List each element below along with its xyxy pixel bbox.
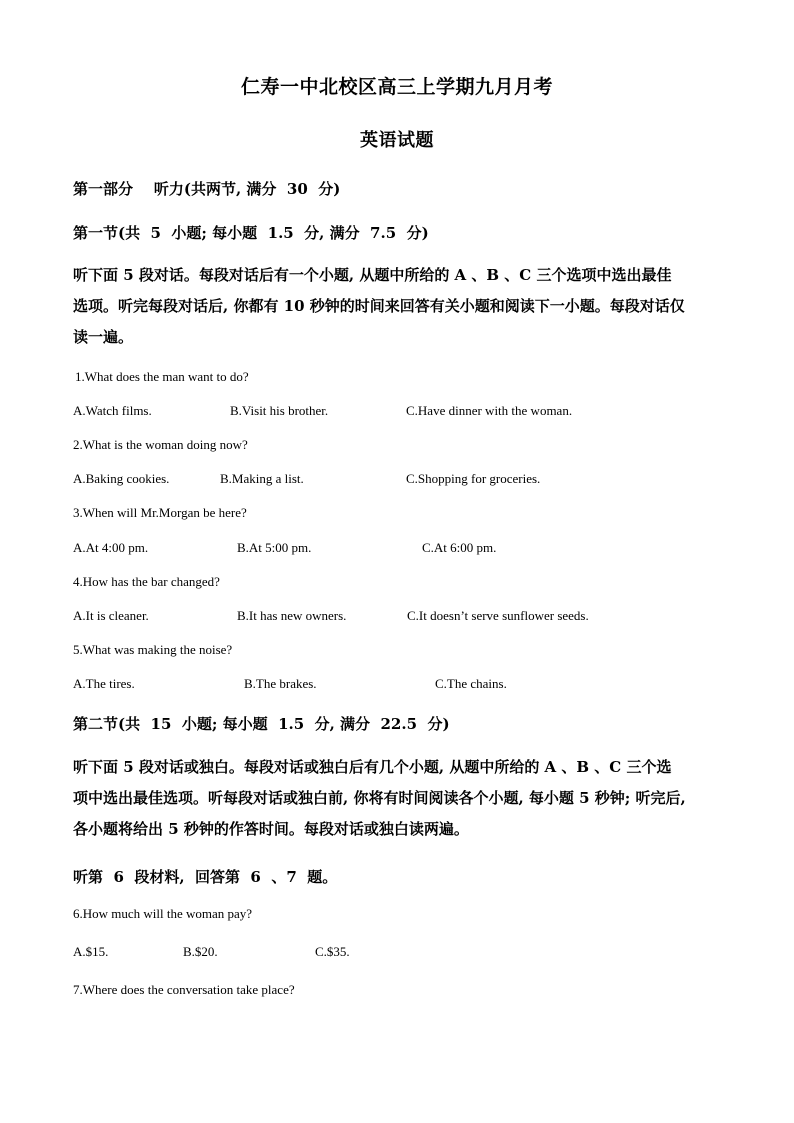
exam-title: 仁寿一中北校区高三上学期九月月考: [240, 76, 553, 98]
question-6-option-b: B.$20.: [183, 944, 218, 959]
section1-instructions: [73, 260, 723, 353]
question-4-option-b: B.It has new owners.: [237, 608, 347, 623]
question-7: 7.Where does the conversation take place?: [73, 982, 295, 997]
instruction-line: 读一遍。: [73, 328, 134, 346]
material6-heading: 听第 6 段材料, 回答第 6 、7 题。: [73, 868, 338, 886]
question-2-option-b: B.Making a list.: [220, 471, 304, 486]
question-6-option-c: C.$35.: [315, 944, 350, 959]
instruction-line: 听下面 5 段对话或独白。每段对话或独白后有几个小题, 从题中所给的 A 、B 、C 三个选: [73, 758, 672, 776]
question-6-option-a: A.$15.: [73, 944, 109, 959]
question-5-option-a: A.The tires.: [73, 676, 135, 691]
instruction-line: 选项。听完每段对话后, 你都有 10 秒钟的时间来回答有关小题和阅读下一小题。每段对话仅: [73, 297, 685, 315]
question-5-option-b: B.The brakes.: [244, 676, 317, 691]
question-4-option-a: A.It is cleaner.: [73, 608, 149, 623]
question-1-option-a: A.Watch films.: [73, 403, 152, 418]
question-4-option-c: C.It doesn’t serve sunflower seeds.: [407, 608, 589, 623]
question-3: 3.When will Mr.Morgan be here?: [73, 505, 247, 520]
question-3-option-b: B.At 5:00 pm.: [237, 540, 312, 555]
part1-heading: 第一部分 听力(共两节, 满分 30 分): [73, 180, 341, 198]
question-1-option-b: B.Visit his brother.: [230, 403, 329, 418]
question-6: 6.How much will the woman pay?: [73, 906, 253, 921]
instruction-line: 项中选出最佳选项。听每段对话或独白前, 你将有时间阅读各个小题, 每小题 5 秒钟; 听完后,: [73, 789, 686, 807]
question-2-option-a: A.Baking cookies.: [73, 471, 170, 486]
instruction-line: 听下面 5 段对话。每段对话后有一个小题, 从题中所给的 A 、B 、C 三个选项中选出最佳: [73, 266, 672, 284]
question-1-option-c: C.Have dinner with the woman.: [406, 403, 573, 418]
question-2-option-c: C.Shopping for groceries.: [406, 471, 541, 486]
instruction-line: 各小题将给出 5 秒钟的作答时间。每段对话或独白读两遍。: [73, 820, 469, 838]
question-4: 4.How has the bar changed?: [73, 574, 220, 589]
question-5: 5.What was making the noise?: [73, 642, 233, 657]
exam-subtitle: 英语试题: [360, 130, 434, 151]
question-3-option-a: A.At 4:00 pm.: [73, 540, 149, 555]
section2-heading: 第二节(共 15 小题; 每小题 1.5 分, 满分 22.5 分): [73, 715, 450, 733]
section1-heading: 第一节(共 5 小题; 每小题 1.5 分, 满分 7.5 分): [73, 224, 429, 242]
section2-instructions: [73, 752, 723, 845]
question-1: 1.What does the man want to do?: [75, 369, 249, 384]
question-3-option-c: C.At 6:00 pm.: [422, 540, 497, 555]
question-5-option-c: C.The chains.: [435, 676, 507, 691]
question-2: 2.What is the woman doing now?: [73, 437, 248, 452]
